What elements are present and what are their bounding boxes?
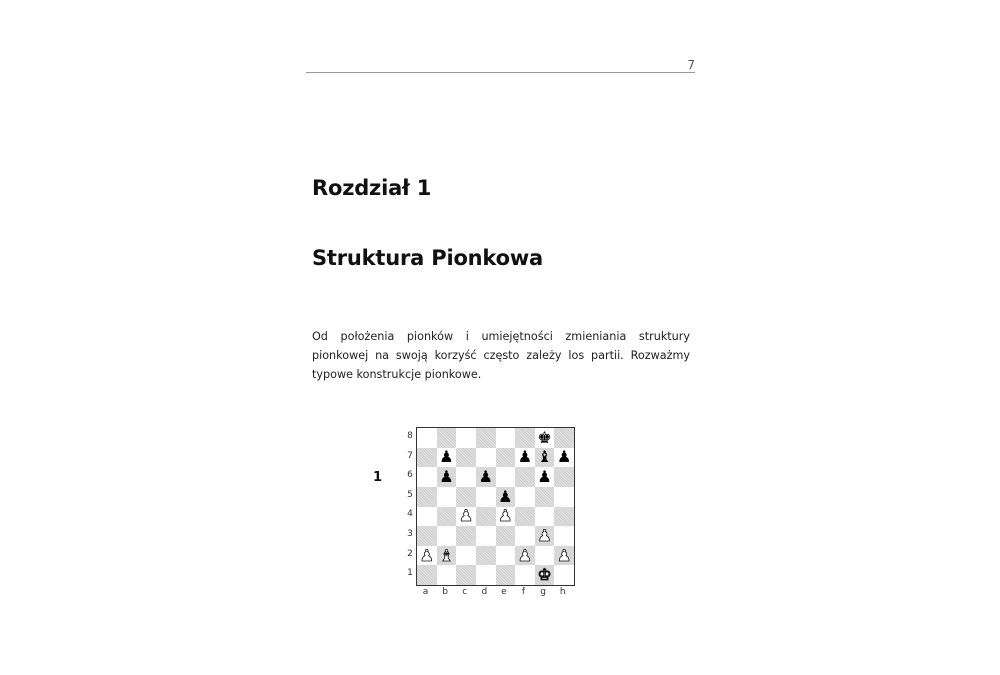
square-c8 — [456, 428, 476, 448]
rank-label: 5 — [407, 489, 413, 500]
square-a3 — [417, 526, 437, 546]
file-label: d — [481, 587, 488, 597]
square-e8 — [496, 428, 516, 448]
black-pawn-icon: ♟ — [557, 447, 572, 467]
square-h7 — [554, 448, 574, 468]
intro-paragraph: Od położenia pionków i umiejętności zmieniania struktury pionkowej na swoją korzyść często zależy los partii. Rozważmy typowe konstrukcje pionkowe. — [312, 330, 690, 381]
square-b1 — [437, 565, 457, 585]
square-d4 — [476, 507, 496, 527]
square-b6 — [437, 467, 457, 487]
rank-label: 1 — [407, 568, 413, 579]
square-f4 — [515, 507, 535, 527]
square-d6 — [476, 467, 496, 487]
file-label: b — [442, 587, 448, 597]
square-h8 — [554, 428, 574, 448]
square-e6 — [496, 467, 516, 487]
chapter-title: Struktura Pionkowa — [312, 246, 544, 270]
rank-label: 6 — [407, 470, 413, 481]
square-a8 — [417, 428, 437, 448]
square-e3 — [496, 526, 516, 546]
black-pawn-icon: ♟ — [517, 447, 533, 467]
white-pawn-icon: ♟ — [537, 525, 552, 545]
black-pawn-icon: ♟ — [478, 467, 493, 487]
square-c2 — [456, 546, 476, 566]
square-e4 — [496, 507, 516, 527]
white-pawn-icon: ♟ — [498, 506, 513, 526]
square-b3 — [437, 526, 457, 546]
file-label: f — [521, 587, 526, 597]
square-f3 — [515, 526, 535, 546]
rank-label: 2 — [407, 548, 413, 559]
square-b4 — [437, 507, 457, 527]
file-label: g — [540, 587, 546, 597]
white-pawn-icon: ♟ — [419, 545, 434, 565]
square-g1 — [535, 565, 555, 585]
square-a4 — [417, 507, 437, 527]
square-a5 — [417, 487, 437, 507]
square-c1 — [456, 565, 476, 585]
square-g2 — [535, 546, 555, 566]
square-h6 — [554, 467, 574, 487]
rank-label: 3 — [407, 529, 413, 539]
square-a6 — [417, 467, 437, 487]
black-pawn-icon: ♟ — [498, 486, 513, 506]
white-pawn-icon: ♟ — [517, 545, 533, 565]
square-c7 — [456, 448, 476, 468]
square-c5 — [456, 487, 476, 507]
square-d2 — [476, 546, 496, 566]
rank-label: 7 — [407, 450, 413, 461]
chess-board — [416, 427, 575, 586]
square-f2 — [515, 546, 535, 566]
diagram-number: 1 — [373, 470, 383, 485]
chapter-label: Rozdział 1 — [312, 176, 432, 200]
square-f1 — [515, 565, 535, 585]
square-c3 — [456, 526, 476, 546]
square-g3 — [535, 526, 555, 546]
square-d8 — [476, 428, 496, 448]
square-f7 — [515, 448, 535, 468]
file-label: h — [559, 587, 566, 597]
square-e1 — [496, 565, 516, 585]
square-e5 — [496, 487, 516, 507]
square-g8 — [535, 428, 555, 448]
square-a1 — [417, 565, 437, 585]
white-pawn-icon: ♟ — [458, 506, 474, 526]
square-f5 — [515, 487, 535, 507]
square-d5 — [476, 487, 496, 507]
white-pawn-icon: ♟ — [557, 545, 572, 565]
square-f8 — [515, 428, 535, 448]
black-bishop-icon: ♝ — [537, 447, 552, 467]
file-label: e — [501, 587, 507, 597]
square-c4 — [456, 507, 476, 527]
black-king-icon: ♚ — [537, 427, 552, 447]
black-pawn-icon: ♟ — [439, 447, 454, 467]
square-e7 — [496, 448, 516, 468]
square-g7 — [535, 448, 555, 468]
black-pawn-icon: ♟ — [537, 467, 552, 487]
square-h2 — [554, 546, 574, 566]
square-g4 — [535, 507, 555, 527]
square-b2 — [437, 546, 457, 566]
square-a7 — [417, 448, 437, 468]
square-d7 — [476, 448, 496, 468]
rank-label: 8 — [407, 431, 413, 441]
header-rule — [306, 72, 695, 73]
square-h1 — [554, 565, 574, 585]
square-g6 — [535, 467, 555, 487]
square-g5 — [535, 487, 555, 507]
page-number: 7 — [687, 58, 695, 72]
square-h4 — [554, 507, 574, 527]
square-d3 — [476, 526, 496, 546]
square-a2 — [417, 546, 437, 566]
square-e2 — [496, 546, 516, 566]
rank-label: 4 — [407, 509, 413, 520]
square-b5 — [437, 487, 457, 507]
black-pawn-icon: ♟ — [439, 467, 454, 487]
file-label: c — [462, 587, 468, 597]
square-h3 — [554, 526, 574, 546]
square-b8 — [437, 428, 457, 448]
square-b7 — [437, 448, 457, 468]
square-h5 — [554, 487, 574, 507]
square-f6 — [515, 467, 535, 487]
white-bishop-icon: ♝ — [439, 545, 454, 565]
file-label: a — [422, 587, 429, 597]
white-king-icon: ♚ — [537, 565, 552, 585]
square-d1 — [476, 565, 496, 585]
square-c6 — [456, 467, 476, 487]
